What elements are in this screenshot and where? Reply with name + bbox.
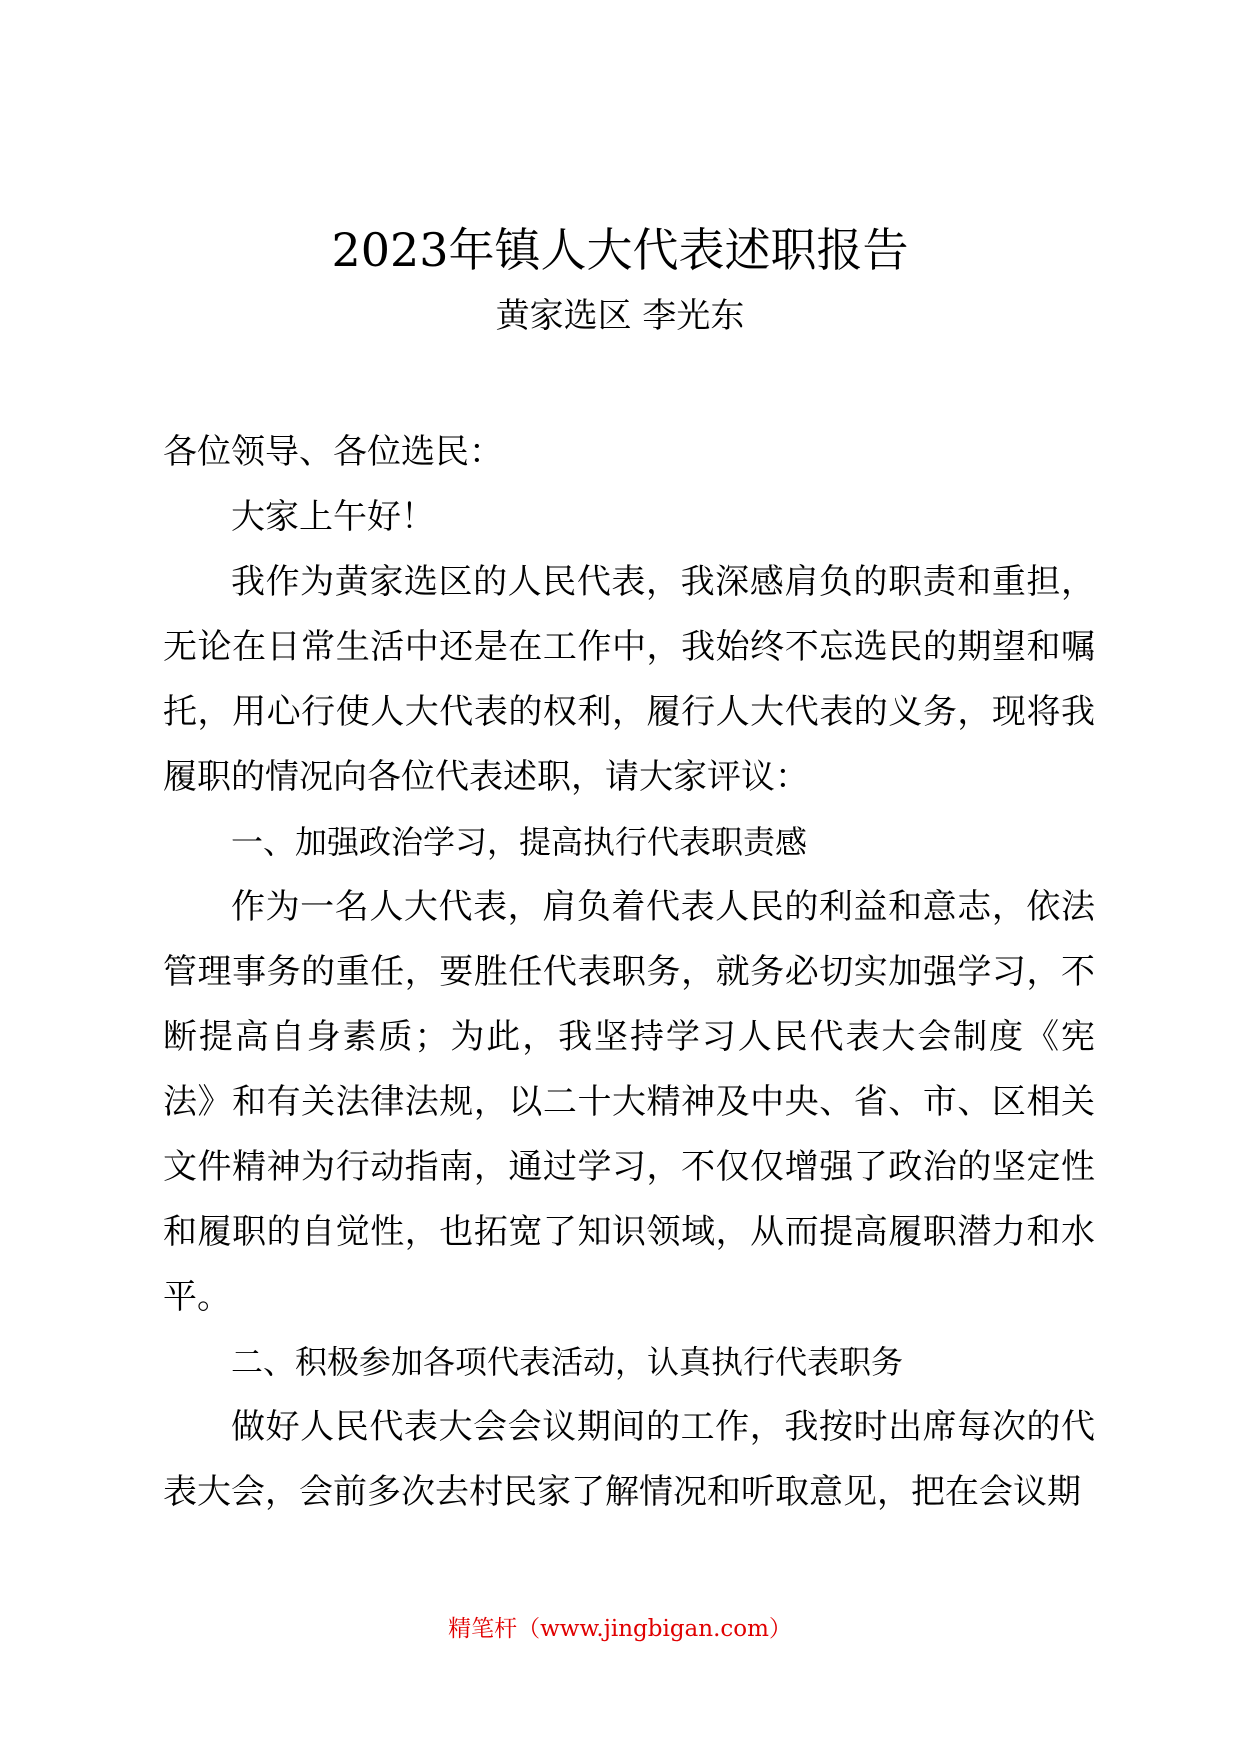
section-heading-2: 二、积极参加各项代表活动，认真执行代表职务	[231, 1343, 904, 1381]
document-body	[163, 420, 1095, 1525]
section-paragraph-2: 做好人民代表大会会议期间的工作，我按时出席每次的代表大会，会前多次去村民家了解情况和听取意见，把在会议期	[163, 1407, 1095, 1512]
footer-watermark: 精笔杆（www.jingbigan.com）	[448, 1616, 792, 1642]
document-title: 2023年镇人大代表述职报告	[331, 223, 909, 277]
greeting: 大家上午好！	[231, 497, 435, 537]
document-subtitle: 黄家选区 李光东	[495, 296, 745, 336]
intro-paragraph: 我作为黄家选区的人民代表，我深感肩负的职责和重担，无论在日常生活中还是在工作中，我始终不忘选民的期望和嘱托，用心行使人大代表的权利，履行人大代表的义务，现将我履职的情况向各位代表述职，请大家评议：	[163, 562, 1095, 797]
salutation: 各位领导、各位选民：	[163, 432, 503, 472]
section-heading-1: 一、加强政治学习，提高执行代表职责感	[231, 823, 808, 861]
section-paragraph-1: 作为一名人大代表，肩负着代表人民的利益和意志，依法管理事务的重任，要胜任代表职务，就务必切实加强学习，不断提高自身素质；为此，我坚持学习人民代表大会制度《宪法》和有关法律法规，以二十大精神及中央、省、市、区相关文件精神为行动指南，通过学习，不仅仅增强了政治的坚定性和履职的自觉性，也拓宽了知识领域，从而提高履职潜力和水平。	[163, 887, 1095, 1317]
